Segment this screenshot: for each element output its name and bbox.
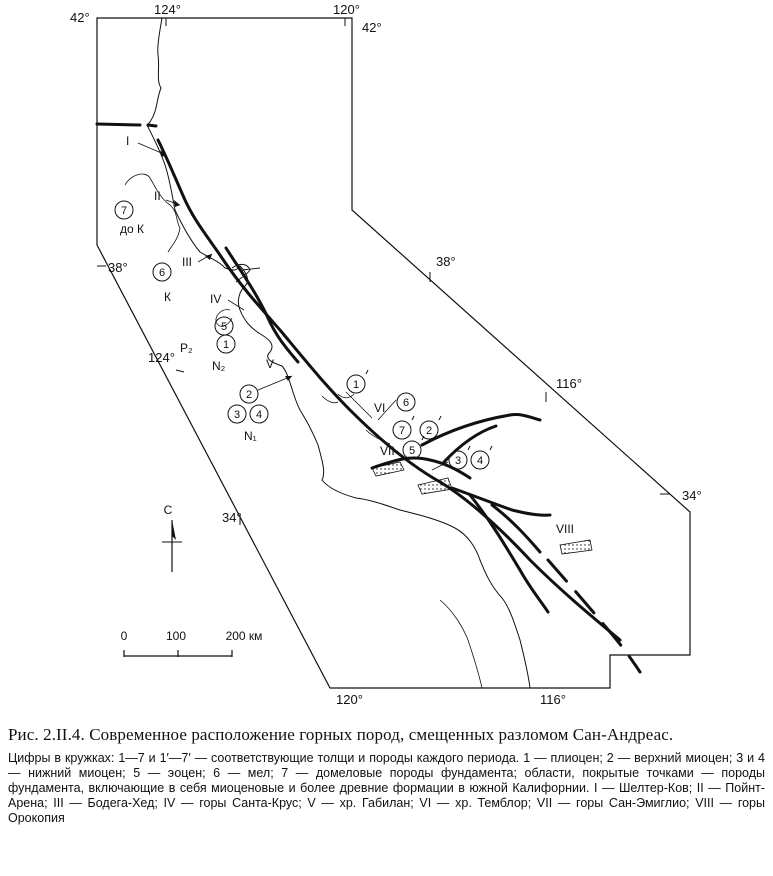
circled-number-labels [121,205,483,467]
coastline [147,18,530,688]
river-line [440,600,482,688]
circle-2: 2 [245,389,253,401]
figure-caption [8,724,765,826]
coord-top-lon-124: 124° [154,2,181,17]
circle-3: 3 [233,409,241,421]
site-label-III: III [182,255,193,269]
circled-numbers [115,201,489,469]
coord-bottom-lon-116: 116° [540,692,566,707]
circle-2-prime: 2 [425,425,433,437]
site-label-V: V [266,357,275,371]
fault-northern-segment-2 [148,125,156,126]
coord-bottom-lon-120: 120° [336,692,363,707]
dotted-area-viii [560,540,592,554]
coord-lat-34-left: 34° [222,510,242,525]
coord-lat-38-right: 38° [436,254,456,269]
circle-7-prime: 7 [398,425,406,437]
circle-6: 6 [158,267,166,279]
site-label-II: II [154,189,161,203]
coord-lat-34-right: 34° [682,488,702,503]
site-label-VII: VII [380,444,395,458]
period-label-n1: N₁ [244,429,257,443]
scale-tick-0: 0 [120,629,128,643]
circle-5-prime: 5 [408,445,416,457]
coord-top-left-lat: 42° [70,10,90,25]
circle-3-prime: 3 [454,455,462,467]
coord-top-right-lat: 42° [362,20,382,35]
caption-body: Цифры в кружках: 1—7 и 1′—7′ — соответствующие толщи и породы каждого периода. 1 — плиоцен; 2 — верхний миоцен; 3 и 4 — нижний миоцен; 5 — эоцен; 6 — мел; 7 — домеловые породы фундамента; области, покрытые точками — породы фундамента, включающие в себя миоценовые и более древние формации в южной Калифорнии. I — Шелтер-Ков; II — Пойнт-Арена; III — Бодега-Хед; IV — горы Санта-Крус; V — хр. Габилан; VI — хр. Темблор; VII — горы Сан-Эмиглио; VIII — горы Орокопия [8,751,765,825]
period-label-k: К [164,290,171,304]
site-labels [126,134,574,536]
circle-6-east: 6 [402,397,410,409]
hayward-fault [226,248,298,362]
coord-lon-124-mid: 124° [148,350,175,365]
circle-1-prime: 1 [352,379,360,391]
coord-lon-116-mid: 116° [556,376,582,391]
dotted-basement-areas [372,462,592,554]
circle-4: 4 [255,409,263,421]
elsinore-fault [470,495,548,612]
fault-northern-segment [97,124,140,125]
period-label-n2: N₂ [212,359,226,373]
scale-tick-200: 200 км [225,629,263,643]
site-label-VI: VI [374,401,386,415]
period-label-p2: P₂ [180,341,193,355]
north-arrow [162,503,182,572]
circle-4-prime: 4 [476,455,484,467]
coord-top-lon-120: 120° [333,2,360,17]
circle-5: 5 [220,321,228,333]
period-label-do-k: до К [120,222,144,236]
scale-tick-100: 100 [165,629,187,643]
site-label-IV: IV [210,292,222,306]
circle-1: 1 [222,339,230,351]
coordinate-labels [70,2,702,707]
caption-title: Рис. 2.II.4. Современное расположение горных пород, смещенных разломом Сан-Андреас. [8,725,674,744]
site-label-I: I [126,134,130,148]
north-arrow-label: С [163,503,173,517]
circle-7: 7 [120,205,128,217]
site-label-VIII: VIII [556,522,575,536]
fault-lines [97,124,640,672]
scale-bar [121,629,263,657]
coord-lat-38-left: 38° [108,260,128,275]
terrane-boundary-north [125,174,180,252]
